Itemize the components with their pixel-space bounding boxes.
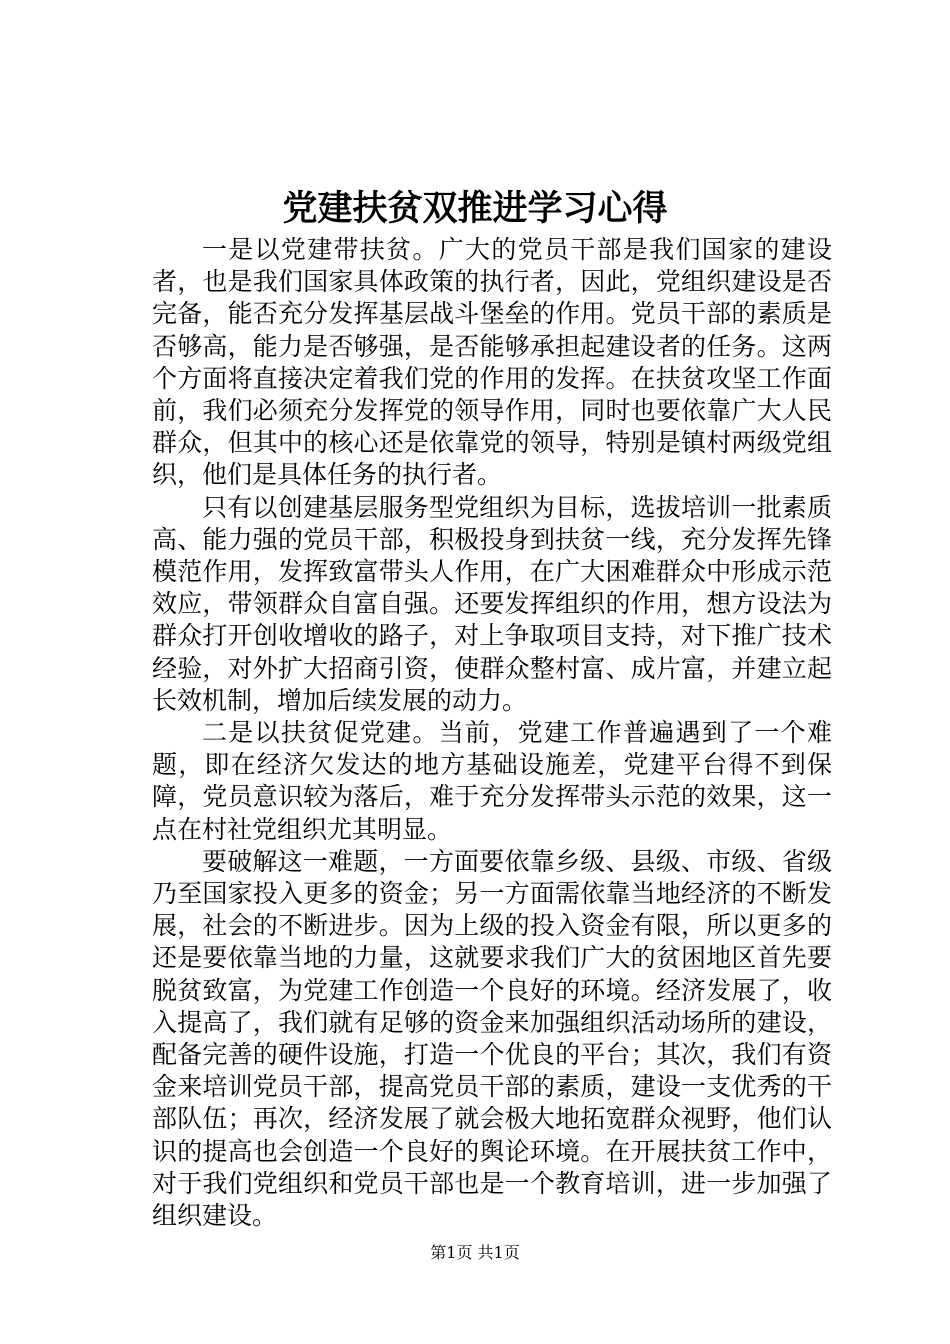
paragraph-4: 要破解这一难题，一方面要依靠乡级、县级、市级、省级乃至国家投入更多的资金；另一方面需依靠当地经济的不断发展，社会的不断进步。因为上级的投入资金有限，所以更多的还是要依靠当地的力量，这就要求我们广大的贫困地区首先要脱贫致富，为党建工作创造一个良好的环境。经济发展了，收入提高了，我们就有足够的资金来加强组织活动场所的建设，配备完善的硬件设施，打造一个优良的平台；其次，我们有资金来培训党员干部，提高党员干部的素质，建设一支优秀的干部队伍；再次，经济发展了就会极大地拓宽群众视野，他们认识的提高也会创造一个良好的舆论环境。在开展扶贫工作中，对于我们党组织和党员干部也是一个教育培训，进一步加强了组织建设。 (152, 846, 832, 1231)
document-title: 党建扶贫双推进学习心得 (282, 188, 668, 229)
paragraph-1: 一是以党建带扶贫。广大的党员干部是我们国家的建设者，也是我们国家具体政策的执行者，因此，党组织建设是否完备，能否充分发挥基层战斗堡垒的作用。党员干部的素质是否够高，能力是否够强，是否能够承担起建设者的任务。这两个方面将直接决定着我们党的作用的发挥。在扶贫攻坚工作面前，我们必须充分发挥党的领导作用，同时也要依靠广大人民群众，但其中的核心还是依靠党的领导，特别是镇村两级党组织，他们是具体任务的执行者。 (152, 235, 832, 490)
page-number-footer: 第1页 共1页 (430, 1243, 520, 1262)
document-body (152, 234, 832, 1232)
paragraph-2: 只有以创建基层服务型党组织为目标，选拔培训一批素质高、能力强的党员干部，积极投身到扶贫一线，充分发挥先锋模范作用，发挥致富带头人作用，在广大困难群众中形成示范效应，带领群众自富自强。还要发挥组织的作用，想方设法为群众打开创收增收的路子，对上争取项目支持，对下推广技术经验，对外扩大招商引资，使群众整村富、成片富，并建立起长效机制，增加后续发展的动力。 (152, 492, 832, 715)
paragraph-3: 二是以扶贫促党建。当前，党建工作普遍遇到了一个难题，即在经济欠发达的地方基础设施差，党建平台得不到保障，党员意识较为落后，难于充分发挥带头示范的效果，这一点在村社党组织尤其明显。 (152, 718, 832, 844)
